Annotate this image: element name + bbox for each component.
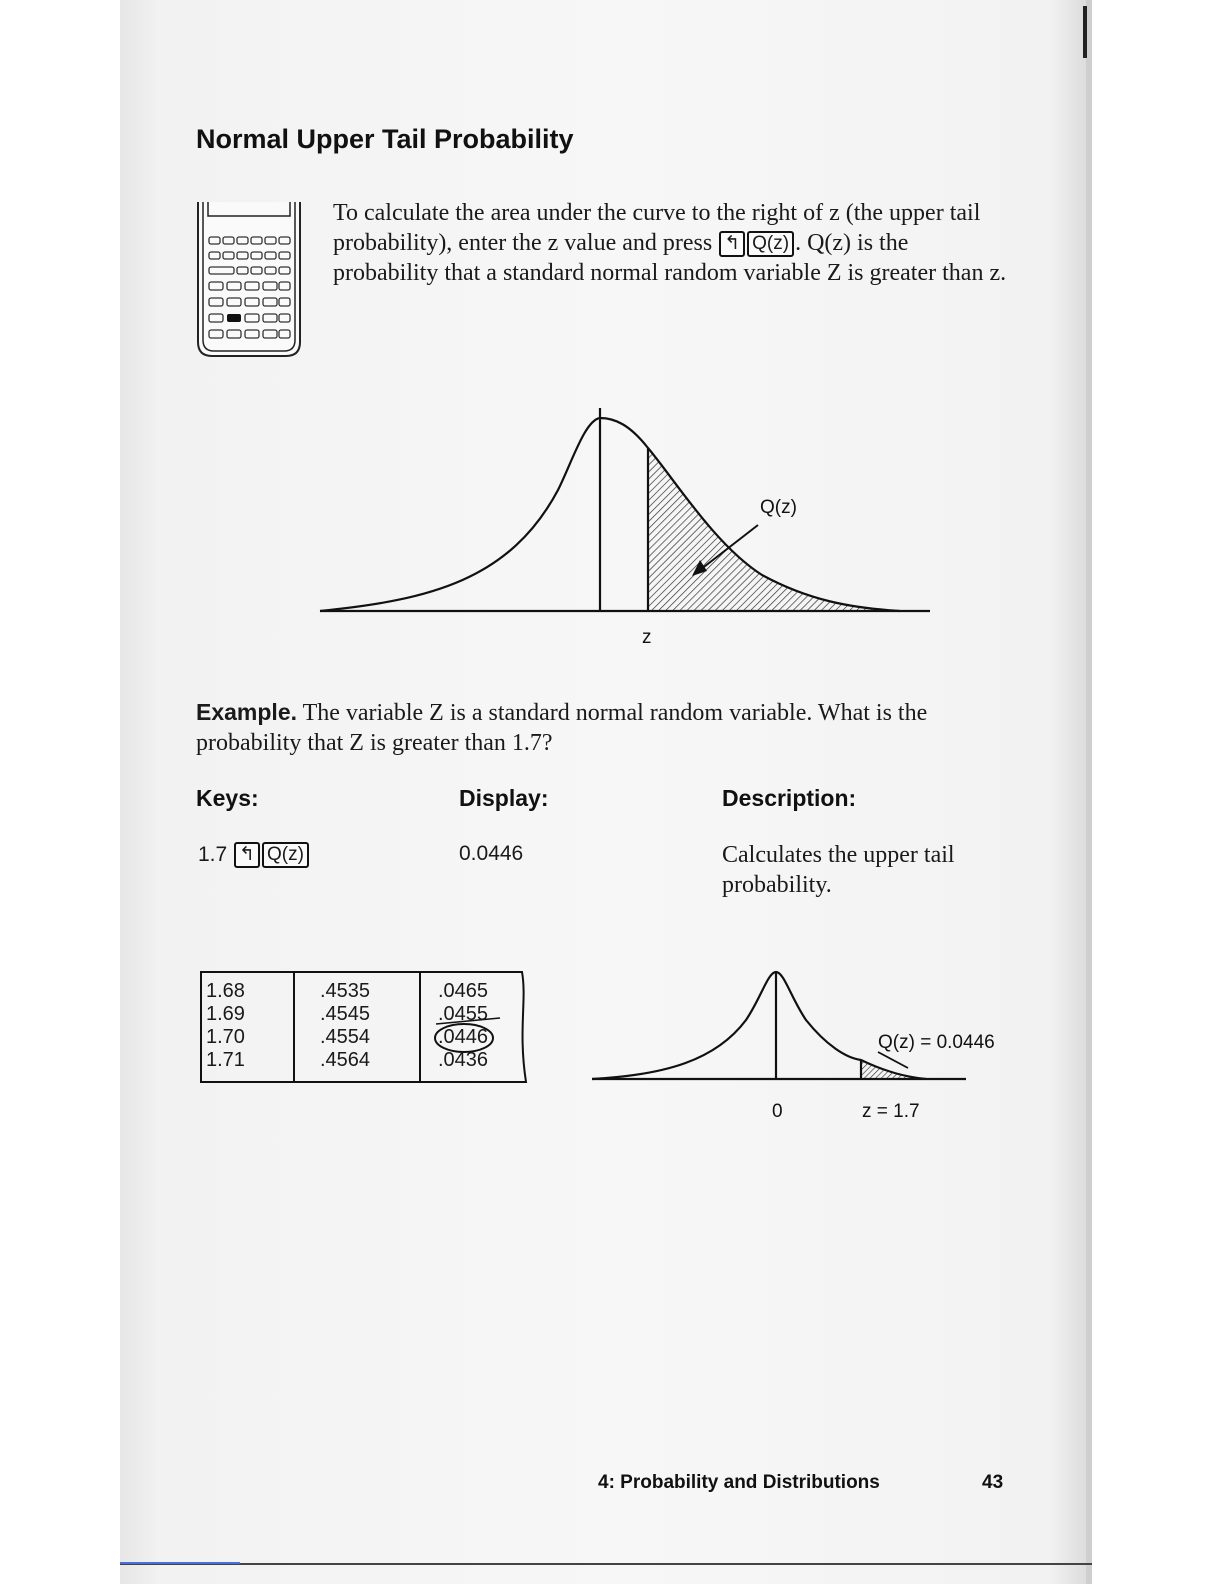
page-right-edge (1086, 0, 1092, 1584)
page-title: Normal Upper Tail Probability (196, 124, 574, 154)
intro-text-end: . Q(z) is the probability that a standard normal random variable Z is greater than z. (333, 230, 1007, 286)
middle-column (320, 980, 370, 1072)
page-bottom-link-mark (120, 1562, 240, 1564)
table-cell: .0436 (438, 1049, 489, 1071)
keys-value: 1.7 (198, 843, 228, 866)
page-number: 43 (982, 1472, 1004, 1493)
small-normal-curve (592, 972, 926, 1079)
table-cell: .0465 (438, 980, 489, 1002)
table-cell: 1.69 (206, 1003, 245, 1025)
probability-table (200, 970, 530, 1086)
small-tail-area (861, 1060, 926, 1079)
table-cell: .4535 (320, 980, 371, 1002)
keys-cell (198, 842, 310, 868)
shift-key-icon: ↰ (234, 842, 260, 868)
page-edge-mark (1083, 6, 1087, 58)
zero-label: 0 (772, 1101, 783, 1120)
table-cell-circled: .0446 (438, 1026, 489, 1048)
display-value: 0.0446 (459, 842, 524, 865)
calculator-icon (194, 202, 304, 358)
qz-key: Q(z) (262, 842, 309, 868)
shift-key-icon: ↰ (719, 231, 745, 257)
table-cell: 1.70 (206, 1026, 245, 1048)
example-label: Example. (196, 699, 297, 725)
page-bottom-rule (120, 1563, 1092, 1565)
table-cell: .4564 (320, 1049, 371, 1071)
example-paragraph (196, 697, 1011, 758)
table-cell: 1.68 (206, 980, 245, 1002)
keys-column-header: Keys: (196, 785, 259, 811)
description-text: Calculates the upper tail probability. (722, 842, 955, 898)
qz-key: Q(z) (747, 231, 794, 257)
small-pointer-line (878, 1052, 908, 1068)
tail-column (438, 980, 488, 1072)
table-cell: .4554 (320, 1026, 371, 1048)
normal-curve-figure (310, 400, 940, 650)
small-z-label: z = 1.7 (862, 1101, 920, 1120)
intro-text-start: To calculate the area under the curve to the right of z (the upper tail probability), enter the z value and press (333, 200, 981, 256)
table-cell: 1.71 (206, 1049, 245, 1071)
description-column-header: Description: (722, 785, 857, 811)
display-column-header: Display: (459, 785, 549, 811)
table-cell: .0455 (438, 1003, 489, 1025)
table-cell: .4545 (320, 1003, 371, 1025)
example-curve-figure (586, 960, 1016, 1120)
footer-chapter: 4: Probability and Distributions (598, 1472, 880, 1493)
example-text: The variable Z is a standard normal random variable. What is the probability that Z is greater than 1.7? (196, 700, 928, 756)
z-axis-label: z (642, 627, 652, 648)
intro-paragraph (333, 198, 1013, 288)
z-column (206, 980, 245, 1072)
upper-tail-area (648, 448, 900, 611)
small-qz-label: Q(z) = 0.0446 (878, 1032, 995, 1053)
normal-curve (320, 418, 900, 611)
qz-area-label: Q(z) (760, 497, 797, 518)
